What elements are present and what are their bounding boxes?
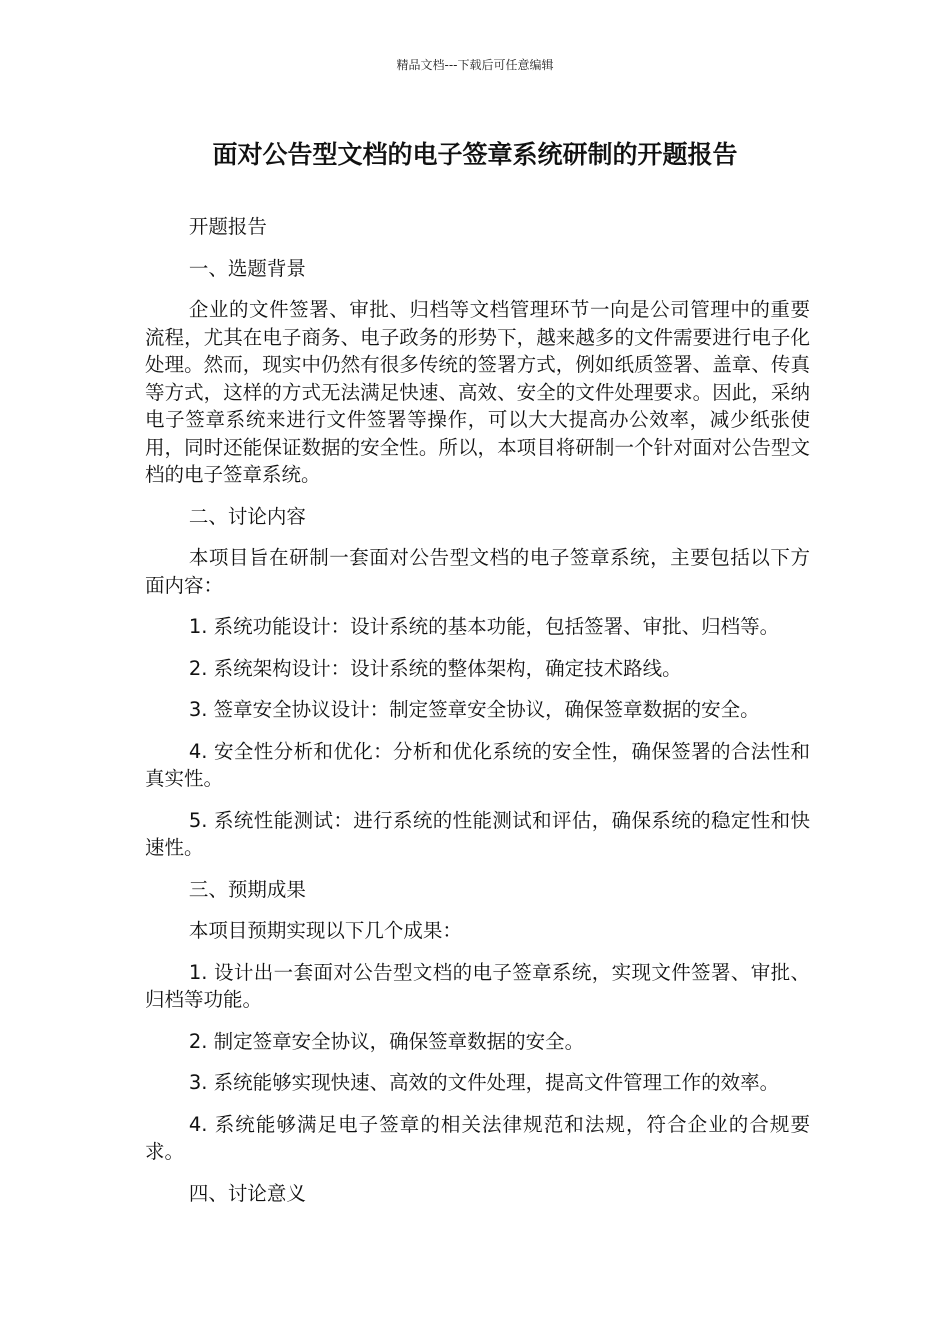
document-body <box>145 213 810 1221</box>
list-item-content-4: 4. 安全性分析和优化：分析和优化系统的安全性，确保签署的合法性和真实性。 <box>145 739 810 790</box>
list-item-content-5: 5. 系统性能测试：进行系统的性能测试和评估，确保系统的稳定性和快速性。 <box>145 808 810 859</box>
list-item-content-1: 1. 系统功能设计：设计系统的基本功能，包括签署、审批、归档等。 <box>188 615 780 638</box>
list-item-result-2: 2. 制定签章安全协议，确保签章数据的安全。 <box>188 1029 585 1053</box>
paragraph-report-label: 开题报告 <box>188 215 267 238</box>
section-heading-research-content: 二、讨论内容 <box>188 504 306 528</box>
section-heading-background: 一、选题背景 <box>188 256 306 280</box>
list-item-result-4: 4. 系统能够满足电子签章的相关法律规范和法规，符合企业的合规要求。 <box>145 1112 810 1163</box>
page-header: 精品文档---下载后可任意编辑 <box>396 58 554 72</box>
list-item-content-2: 2. 系统架构设计：设计系统的整体架构，确定技术路线。 <box>188 656 682 680</box>
section-heading-significance: 四、讨论意义 <box>188 1181 306 1205</box>
list-item-content-3: 3. 签章安全协议设计：制定签章安全协议，确保签章数据的安全。 <box>188 698 760 721</box>
paragraph-results-intro: 本项目预期实现以下几个成果： <box>188 919 462 942</box>
list-item-result-3: 3. 系统能够实现快速、高效的文件处理，提高文件管理工作的效率。 <box>188 1071 780 1094</box>
list-item-result-1: 1. 设计出一套面对公告型文档的电子签章系统，实现文件签署、审批、归档等功能。 <box>145 960 810 1011</box>
document-title: 面对公告型文档的电子签章系统研制的开题报告 <box>212 140 738 169</box>
paragraph-research-intro: 本项目旨在研制一套面对公告型文档的电子签章系统，主要包括以下方面内容： <box>145 546 810 597</box>
paragraph-background: 企业的文件签署、审批、归档等文档管理环节一向是公司管理中的重要流程，尤其在电子商务、电子政务的形势下，越来越多的文件需要进行电子化处理。然而，现实中仍然有很多传统的签署方式，例如纸质签署、盖章、传真等方式，这样的方式无法满足快速、高效、安全的文件处理要求。因此，采纳电子签章系统来进行文件签署等操作，可以大大提高办公效率，减少纸张使用，同时还能保证数据的安全性。所以，本项目将研制一个针对面对公告型文档的电子签章系统。 <box>145 298 810 486</box>
section-heading-expected-results: 三、预期成果 <box>188 877 306 901</box>
